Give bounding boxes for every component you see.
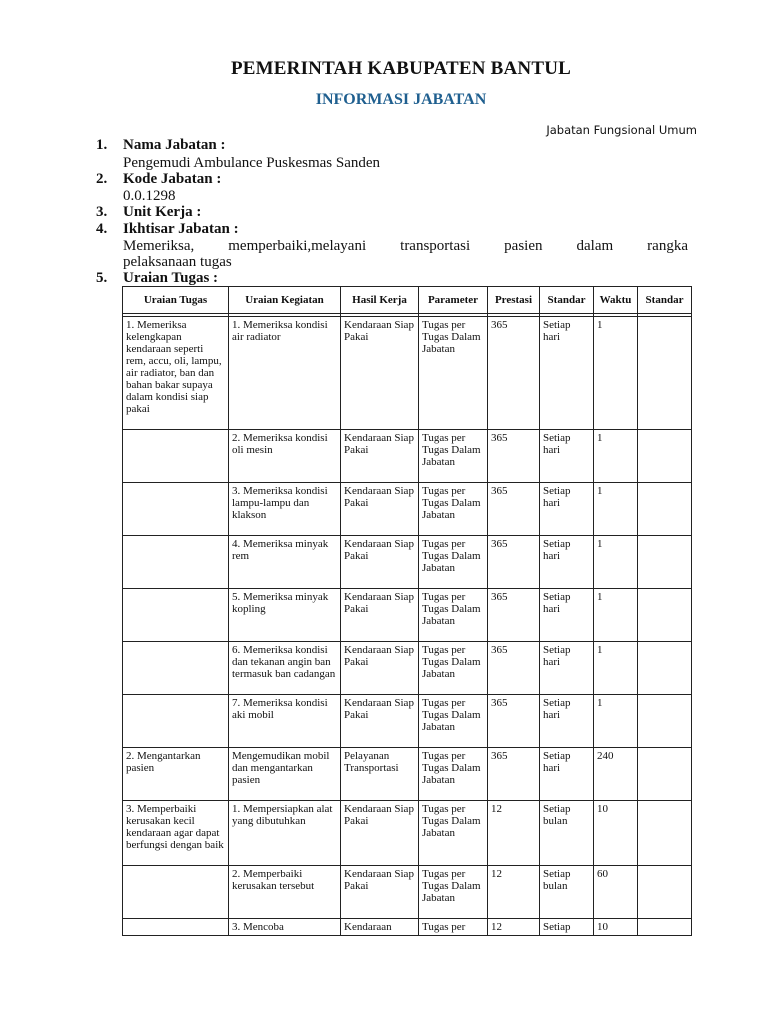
field-label: Kode Jabatan : (123, 171, 222, 187)
standard-2-cell (638, 589, 692, 642)
time-cell: 1 (594, 695, 638, 748)
standard-cell: Setiap hari (540, 695, 594, 748)
task-cell (123, 695, 229, 748)
activity-cell: 6. Memeriksa kondisi dan tekanan angin ban termasuk ban cadangan (229, 642, 341, 695)
achievement-cell: 365 (488, 317, 540, 430)
achievement-cell: 365 (488, 536, 540, 589)
time-cell: 1 (594, 317, 638, 430)
time-cell: 1 (594, 483, 638, 536)
activity-cell: 5. Memeriksa minyak kopling (229, 589, 341, 642)
standard-cell: Setiap hari (540, 748, 594, 801)
column-header: Standar (540, 287, 594, 314)
position-summary-line-2: pelaksanaan tugas (123, 254, 232, 270)
task-description-table (122, 286, 692, 936)
standard-2-cell (638, 748, 692, 801)
time-cell: 10 (594, 919, 638, 936)
task-cell: 3. Memperbaiki kerusakan kecil kendaraan agar dapat berfungsi dengan baik (123, 801, 229, 866)
output-cell: Kendaraan Siap Pakai (341, 642, 419, 695)
parameter-cell: Tugas per Tugas Dalam Jabatan (419, 430, 488, 483)
parameter-cell: Tugas per Tugas Dalam Jabatan (419, 801, 488, 866)
field-number: 3. (96, 204, 108, 220)
table-row (123, 748, 692, 801)
position-summary-line-1: Memeriksa, memperbaiki,melayani transportasi pasien dalam rangka (123, 238, 688, 254)
output-cell: Pelayanan Transportasi (341, 748, 419, 801)
activity-cell: 3. Memeriksa kondisi lampu-lampu dan klakson (229, 483, 341, 536)
activity-cell: 4. Memeriksa minyak rem (229, 536, 341, 589)
parameter-cell: Tugas per Tugas Dalam Jabatan (419, 589, 488, 642)
parameter-cell: Tugas per Tugas Dalam Jabatan (419, 536, 488, 589)
output-cell: Kendaraan Siap Pakai (341, 430, 419, 483)
field-position-summary (96, 221, 688, 238)
position-code-value: 0.0.1298 (123, 188, 176, 204)
field-position-code (96, 171, 688, 188)
field-label: Ikhtisar Jabatan : (123, 221, 239, 237)
task-cell: 1. Memeriksa kelengkapan kendaraan seperti rem, accu, oli, lampu, air radiator, ban dan bahan bakar supaya dalam kondisi siap pakai (123, 317, 229, 430)
standard-2-cell (638, 642, 692, 695)
time-cell: 1 (594, 430, 638, 483)
time-cell: 240 (594, 748, 638, 801)
time-cell: 1 (594, 642, 638, 695)
achievement-cell: 365 (488, 589, 540, 642)
table-row (123, 695, 692, 748)
field-task-description (96, 270, 688, 287)
standard-cell: Setiap hari (540, 430, 594, 483)
field-number: 1. (96, 137, 108, 153)
output-cell: Kendaraan Siap Pakai (341, 695, 419, 748)
output-cell: Kendaraan Siap Pakai (341, 589, 419, 642)
task-cell (123, 642, 229, 695)
task-cell (123, 589, 229, 642)
achievement-cell: 365 (488, 642, 540, 695)
task-cell (123, 919, 229, 936)
task-cell (123, 483, 229, 536)
table-row (123, 483, 692, 536)
parameter-cell: Tugas per Tugas Dalam Jabatan (419, 642, 488, 695)
parameter-cell: Tugas per (419, 919, 488, 936)
standard-cell: Setiap (540, 919, 594, 936)
standard-cell: Setiap hari (540, 536, 594, 589)
output-cell: Kendaraan Siap Pakai (341, 801, 419, 866)
standard-2-cell (638, 483, 692, 536)
activity-cell: 1. Mempersiapkan alat yang dibutuhkan (229, 801, 341, 866)
parameter-cell: Tugas per Tugas Dalam Jabatan (419, 695, 488, 748)
output-cell: Kendaraan Siap Pakai (341, 483, 419, 536)
task-cell (123, 430, 229, 483)
field-label: Uraian Tugas : (123, 270, 219, 286)
standard-2-cell (638, 801, 692, 866)
achievement-cell: 12 (488, 866, 540, 919)
standard-cell: Setiap bulan (540, 866, 594, 919)
column-header: Uraian Tugas (123, 287, 229, 314)
output-cell: Kendaraan Siap Pakai (341, 317, 419, 430)
table-row (123, 536, 692, 589)
achievement-cell: 12 (488, 919, 540, 936)
table-row (123, 430, 692, 483)
standard-2-cell (638, 536, 692, 589)
column-header: Standar (638, 287, 692, 314)
activity-cell: 2. Memeriksa kondisi oli mesin (229, 430, 341, 483)
field-work-unit (96, 204, 688, 221)
standard-2-cell (638, 695, 692, 748)
page-title: PEMERINTAH KABUPATEN BANTUL (230, 58, 572, 79)
output-cell: Kendaraan (341, 919, 419, 936)
column-header: Parameter (419, 287, 488, 314)
field-number: 4. (96, 221, 108, 237)
standard-cell: Setiap hari (540, 589, 594, 642)
output-cell: Kendaraan Siap Pakai (341, 536, 419, 589)
output-cell: Kendaraan Siap Pakai (341, 866, 419, 919)
achievement-cell: 365 (488, 748, 540, 801)
field-number: 2. (96, 171, 108, 187)
time-cell: 1 (594, 589, 638, 642)
field-label: Nama Jabatan : (123, 137, 226, 153)
field-label: Unit Kerja : (123, 204, 202, 220)
standard-2-cell (638, 919, 692, 936)
column-header: Uraian Kegiatan (229, 287, 341, 314)
achievement-cell: 365 (488, 483, 540, 536)
achievement-cell: 365 (488, 430, 540, 483)
achievement-cell: 12 (488, 801, 540, 866)
activity-cell: Mengemudikan mobil dan mengantarkan pasien (229, 748, 341, 801)
standard-cell: Setiap hari (540, 642, 594, 695)
task-cell: 2. Mengantarkan pasien (123, 748, 229, 801)
standard-2-cell (638, 317, 692, 430)
time-cell: 60 (594, 866, 638, 919)
field-number: 5. (96, 270, 108, 286)
table-header-row (123, 287, 692, 314)
activity-cell: 7. Memeriksa kondisi aki mobil (229, 695, 341, 748)
task-cell (123, 536, 229, 589)
field-position-name (96, 137, 688, 154)
table-row (123, 866, 692, 919)
document-subtitle: INFORMASI JABATAN (315, 91, 487, 108)
parameter-cell: Tugas per Tugas Dalam Jabatan (419, 483, 488, 536)
task-cell (123, 866, 229, 919)
standard-cell: Setiap bulan (540, 801, 594, 866)
time-cell: 1 (594, 536, 638, 589)
table-row (123, 919, 692, 936)
parameter-cell: Tugas per Tugas Dalam Jabatan (419, 317, 488, 430)
achievement-cell: 365 (488, 695, 540, 748)
table-row (123, 317, 692, 430)
standard-2-cell (638, 866, 692, 919)
time-cell: 10 (594, 801, 638, 866)
activity-cell: 2. Memperbaiki kerusakan tersebut (229, 866, 341, 919)
standard-cell: Setiap hari (540, 483, 594, 536)
parameter-cell: Tugas per Tugas Dalam Jabatan (419, 866, 488, 919)
standard-2-cell (638, 430, 692, 483)
column-header: Hasil Kerja (341, 287, 419, 314)
position-category: Jabatan Fungsional Umum (546, 123, 697, 137)
column-header: Waktu (594, 287, 638, 314)
table-row (123, 801, 692, 866)
activity-cell: 1. Memeriksa kondisi air radiator (229, 317, 341, 430)
activity-cell: 3. Mencoba (229, 919, 341, 936)
table-row (123, 642, 692, 695)
table-row (123, 589, 692, 642)
column-header: Prestasi (488, 287, 540, 314)
parameter-cell: Tugas per Tugas Dalam Jabatan (419, 748, 488, 801)
standard-cell: Setiap hari (540, 317, 594, 430)
position-name-value: Pengemudi Ambulance Puskesmas Sanden (123, 155, 381, 171)
